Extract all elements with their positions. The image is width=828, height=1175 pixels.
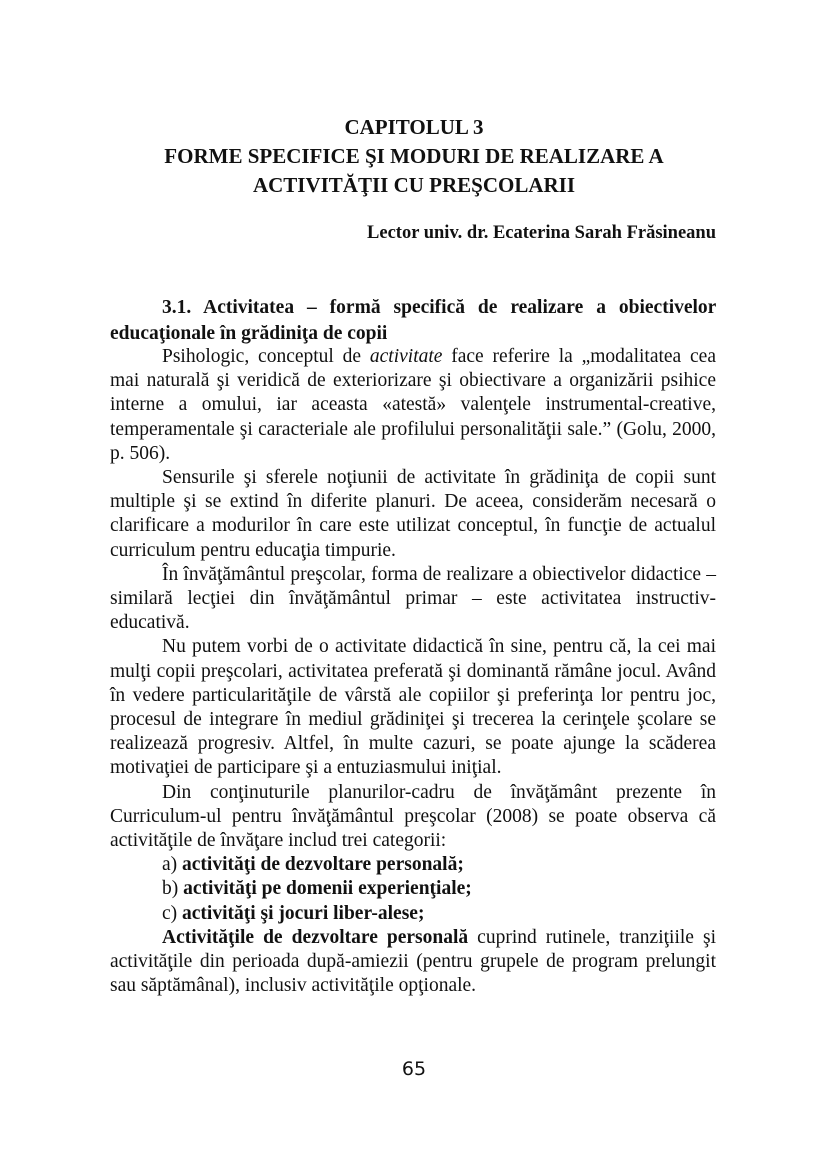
body-text: [110, 345, 716, 998]
page-number: 65: [401, 1058, 427, 1080]
list-item-text: activităţi pe domenii experienţiale;: [183, 878, 472, 900]
paragraph-6: [110, 926, 716, 999]
paragraph-1-rest: face referire la „modalitatea cea mai naturală şi veridică de exteriorizare şi obiectivare a organizării psihice interne a omului, iar aceasta «atestă» valenţele instrumental-creative, temperamentale şi caracteriale ale profilului personalităţii sale.” (Golu, 2000, p. 506).: [110, 346, 716, 464]
section-heading: [110, 295, 716, 347]
list-marker: a): [162, 854, 183, 876]
paragraph-4: Nu putem vorbi de o activitate didactică în sine, pentru că, la cei mai mulţi copii preşcolari, activitatea preferată şi dominantă rămâne jocul. Având în vedere particularităţile de vârstă ale copiilor şi preferinţa lor pentru joc, procesul de integrare în mediul grădiniţei şi trecerea la cerinţele şcolare se realizează progresiv. Altfel, în multe cazuri, se poate ajunge la scăderea motivaţiei de participare şi a entuziasmului iniţial.: [110, 636, 716, 779]
paragraph-3: În învăţământul preşcolar, forma de realizare a obiectivelor didactice – similară lecţiei din învăţământul primar – este activitatea instructiv-educativă.: [110, 563, 716, 634]
chapter-title-line-1: FORME SPECIFICE ŞI MODURI DE REALIZARE A: [164, 144, 664, 168]
italic-term: activitate: [369, 346, 443, 367]
section-heading-part-1: 3.1. Activitatea – formă specifică de realizare a obiectivelor: [162, 297, 716, 318]
list-marker: b): [162, 878, 184, 900]
list-item-text: activităţi de dezvoltare personală;: [182, 854, 464, 876]
list-item-a: [110, 853, 716, 877]
list-item-c: [110, 902, 716, 926]
chapter-title: [100, 113, 728, 200]
list-item-text: activităţi şi jocuri liber-alese;: [182, 902, 425, 924]
paragraph-1-start: Psihologic, conceptul de: [162, 346, 370, 367]
chapter-number: CAPITOLUL 3: [344, 115, 484, 139]
paragraph-6-rest: cuprind rutinele, tranziţiile şi activităţile din perioada după-amiezii (pentru grupele de program prelungit sau săptămânal), inclusiv activităţile opţionale.: [110, 926, 716, 997]
list-marker: c): [162, 902, 183, 924]
paragraph-1: [110, 345, 716, 466]
section-heading-part-2: educaţionale în grădiniţa de copii: [110, 323, 388, 344]
bold-term: Activităţile de dezvoltare personală: [162, 926, 469, 948]
list-item-b: [110, 877, 716, 901]
paragraph-5: Din conţinuturile planurilor-cadru de învăţământ prezente în Curriculum-ul pentru învăţământul preşcolar (2008) se poate observa că activităţile de învăţare includ trei categorii:: [110, 781, 716, 852]
author-line: Lector univ. dr. Ecaterina Sarah Frăsineanu: [367, 223, 716, 243]
chapter-title-line-2: ACTIVITĂŢII CU PREŞCOLARII: [252, 173, 576, 197]
paragraph-2: Sensurile şi sferele noţiunii de activitate în grădiniţa de copii sunt multiple şi se extind în diferite planuri. De aceea, considerăm necesară o clarificare a modurilor în care este utilizat conceptul, în funcţie de actualul curriculum pentru educaţia timpurie.: [110, 467, 716, 561]
